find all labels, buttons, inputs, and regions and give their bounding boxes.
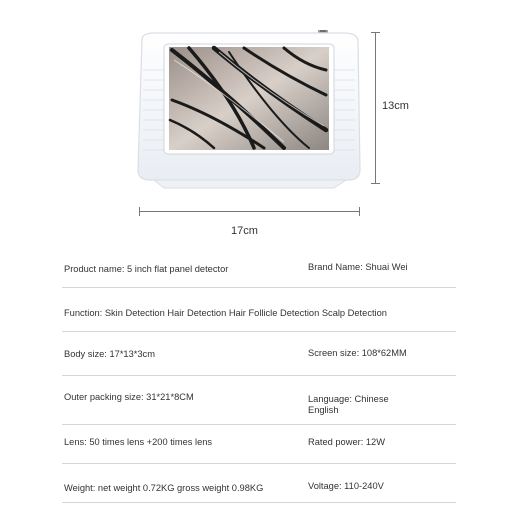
height-dimension-cap-bottom [371,183,380,184]
width-dimension-cap-left [139,207,140,216]
spec-left: Function: Skin Detection Hair Detection Hair Follicle Detection Scalp Detection [64,308,387,318]
spec-right: Brand Name: Shuai Wei [308,262,408,272]
device-image [134,30,364,190]
row-divider [62,463,456,464]
spec-right: Rated power: 12W [308,437,385,447]
height-dimension-line [375,32,376,183]
spec-right: Voltage: 110-240V [308,481,384,491]
height-dimension-cap-top [371,32,380,33]
row-divider [62,424,456,425]
row-divider [62,375,456,376]
width-dimension-line [139,211,360,212]
row-divider [62,287,456,288]
spec-right: Language: Chinese English [308,394,389,415]
width-dimension-cap-right [359,207,360,216]
width-label: 17cm [231,225,258,237]
spec-left: Weight: net weight 0.72KG gross weight 0.98KG [64,483,264,493]
spec-right: Screen size: 108*62MM [308,348,407,358]
spec-left: Outer packing size: 31*21*8CM [64,392,194,402]
height-label: 13cm [382,100,409,112]
row-divider [62,331,456,332]
spec-left: Lens: 50 times lens +200 times lens [64,437,213,447]
spec-left: Product name: 5 inch flat panel detector [64,264,229,274]
row-divider [62,502,456,503]
spec-left: Body size: 17*13*3cm [64,349,155,359]
